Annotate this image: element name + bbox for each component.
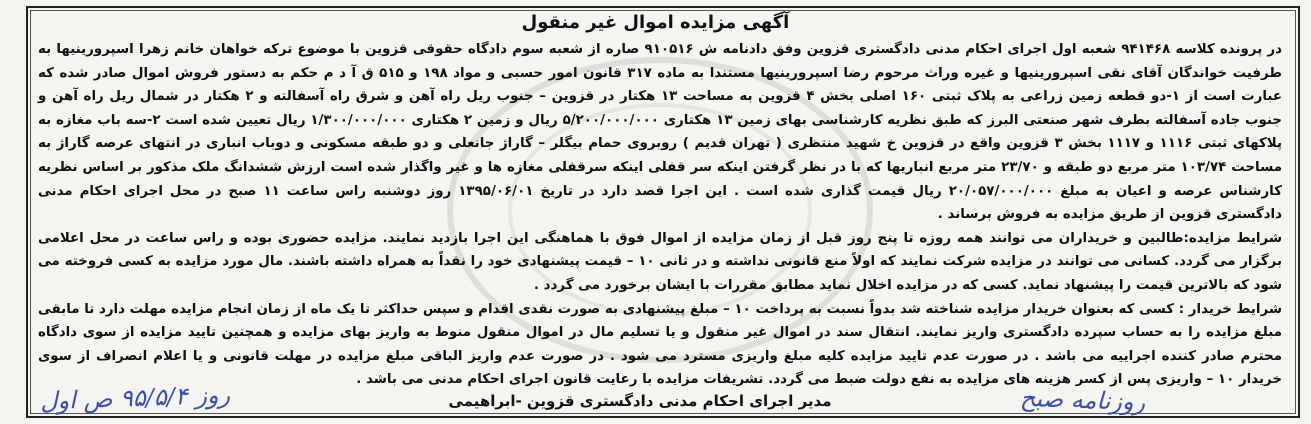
notice-paragraph-main: در پرونده کلاسه ۹۴۱۴۶۸ شعبه اول اجرای احکام مدنی دادگستری قزوین وفق دادنامه ش ۹۱۰۵۱۶ صاره از شعبه سوم دادگاه حقوقی قزوین با موضوع ترکه خواهان خانم زهرا اسپرورینیها به طرفیت خواندگان آقای نقی اسپرورینیها و غیره وراث مرحوم رضا اسپرورینیها مستندا به ماده ۳۱۷ قانون امور حسبی و مواد ۱۹۸ و ۵۱۵ ق آ د م حکم به دستور فروش اموال صادر شده که عبارت است از ۱-دو قطعه زمین زراعی به پلاک ثبتی ۱۶۰ اصلی بخش ۴ قزوین به مساحت ۱۳ هکتار در قزوین – جنوب ریل راه آهن و شرق راه آسفالته و ۲ هکتار در شمال ریل راه آهن و جنوب جاده آسفالته بطرف شهر صنعتی البرز که طبق نظریه کارشناسی بهای زمین ۱۳ هکتاری ۵/۲۰۰/۰۰۰/۰۰۰ ریال و زمین ۲ هکتاری ۱/۳۰۰/۰۰۰/۰۰۰ ریال تعیین شده است ۲-سه باب مغازه به پلاکهای ثبتی ۱۱۱۶ و ۱۱۱۷ بخش ۳ قزوین واقع در قزوین خ شهید منتظری ( تهران قدیم ) روبروی حمام بیگلر – گاراژ جانعلی و دو طبقه مسکونی و دوباب انباری در انتهای عرصه گاراژ به مساحت ۱۰۳/۷۴ متر مربع دو طبقه و ۲۳/۷۰ متر مربع انباریها که با در نظر گرفتن اینکه سر قفلی اینکه سرقفلی مغازه ها و غیر واگذار شده است ارزش ششدانگ ملک مذکور بر اساس نظریه کارشناس عرصه و اعیان به مبلغ ۲۰/۰۵۷/۰۰۰/۰۰۰ ریال قیمت گذاری شده است . این اجرا قصد دارد در تاریخ ۱۳۹۵/۰۶/۰۱ روز دوشنبه راس ساعت ۱۱ صبح در محل اجرای احکام مدنی دادگستری قزوین از طریق مزایده به فروش برساند . [38,42,1283,223]
notice-title: آگهی مزایده اموال غیر منقول [521,12,790,33]
notice-paragraph-auction-terms: شرایط مزایده:طالبین و خریداران می توانند همه روزه تا پنج روز قبل از زمان مزایده از اموال فوق با هماهنگی این اجرا بازدید نمایند. مزایده حضوری بوده و راس ساعت در محل اعلامی برگزار می گردد. کسانی می توانند در مزایده شرکت نمایند که اولاً منع قانونی نداشته و در ثانی ۱۰ – قیمت پیشنهادی خود را نقداً به همراه داشته باشند. مال مورد مزایده به کسی فروخته می شود که بالاترین قیمت را پیشنهاد نماید. کسی که در مزایده اخلال نماید مطابق مقررات با ایشان برخورد می گردد . [38,230,1283,293]
handwritten-newspaper-note: روزنامه صبح [1019,383,1146,417]
notice-body [38,38,1282,392]
notice-paragraph-buyer-terms: شرایط خریدار : کسی که بعنوان خریدار مزایده شناخته شد بدواً نسبت به پرداخت ۱۰ – مبلغ پیشنهادی به صورت نقدی اقدام و سپس حداکثر تا یک ماه از زمان انجام مزایده مهلت دارد تا مابقی مبلغ مزایده را به حساب سپرده دادگستری واریز نمایند. انتقال سند در اموال غیر منقول و یا تسلیم مال در اموال منقول منوط به واریز بهای مزایده و همچنین تایید مزایده از سوی دادگاه محترم صادر کننده اجراییه می باشد . در صورت عدم تایید مزایده کلیه مبلغ واریزی مسترد می شود . در صورت عدم واریز الباقی مبلغ مزایده در مهلت قانونی و یا اعلام انصراف از سوی خریدار ۱۰ – واریزی پس از کسر هزینه های مزایده به نفع دولت ضبط می گردد. تشریفات مزایده با رعایت قانون اجرای احکام مدنی می باشد . [38,301,1282,388]
handwritten-date-note: روز ۹۵/۵/۴ ص اول [39,380,231,416]
notice-signature: مدیر اجرای احکام مدنی دادگستری قزوین -ابراهیمی [448,392,832,410]
